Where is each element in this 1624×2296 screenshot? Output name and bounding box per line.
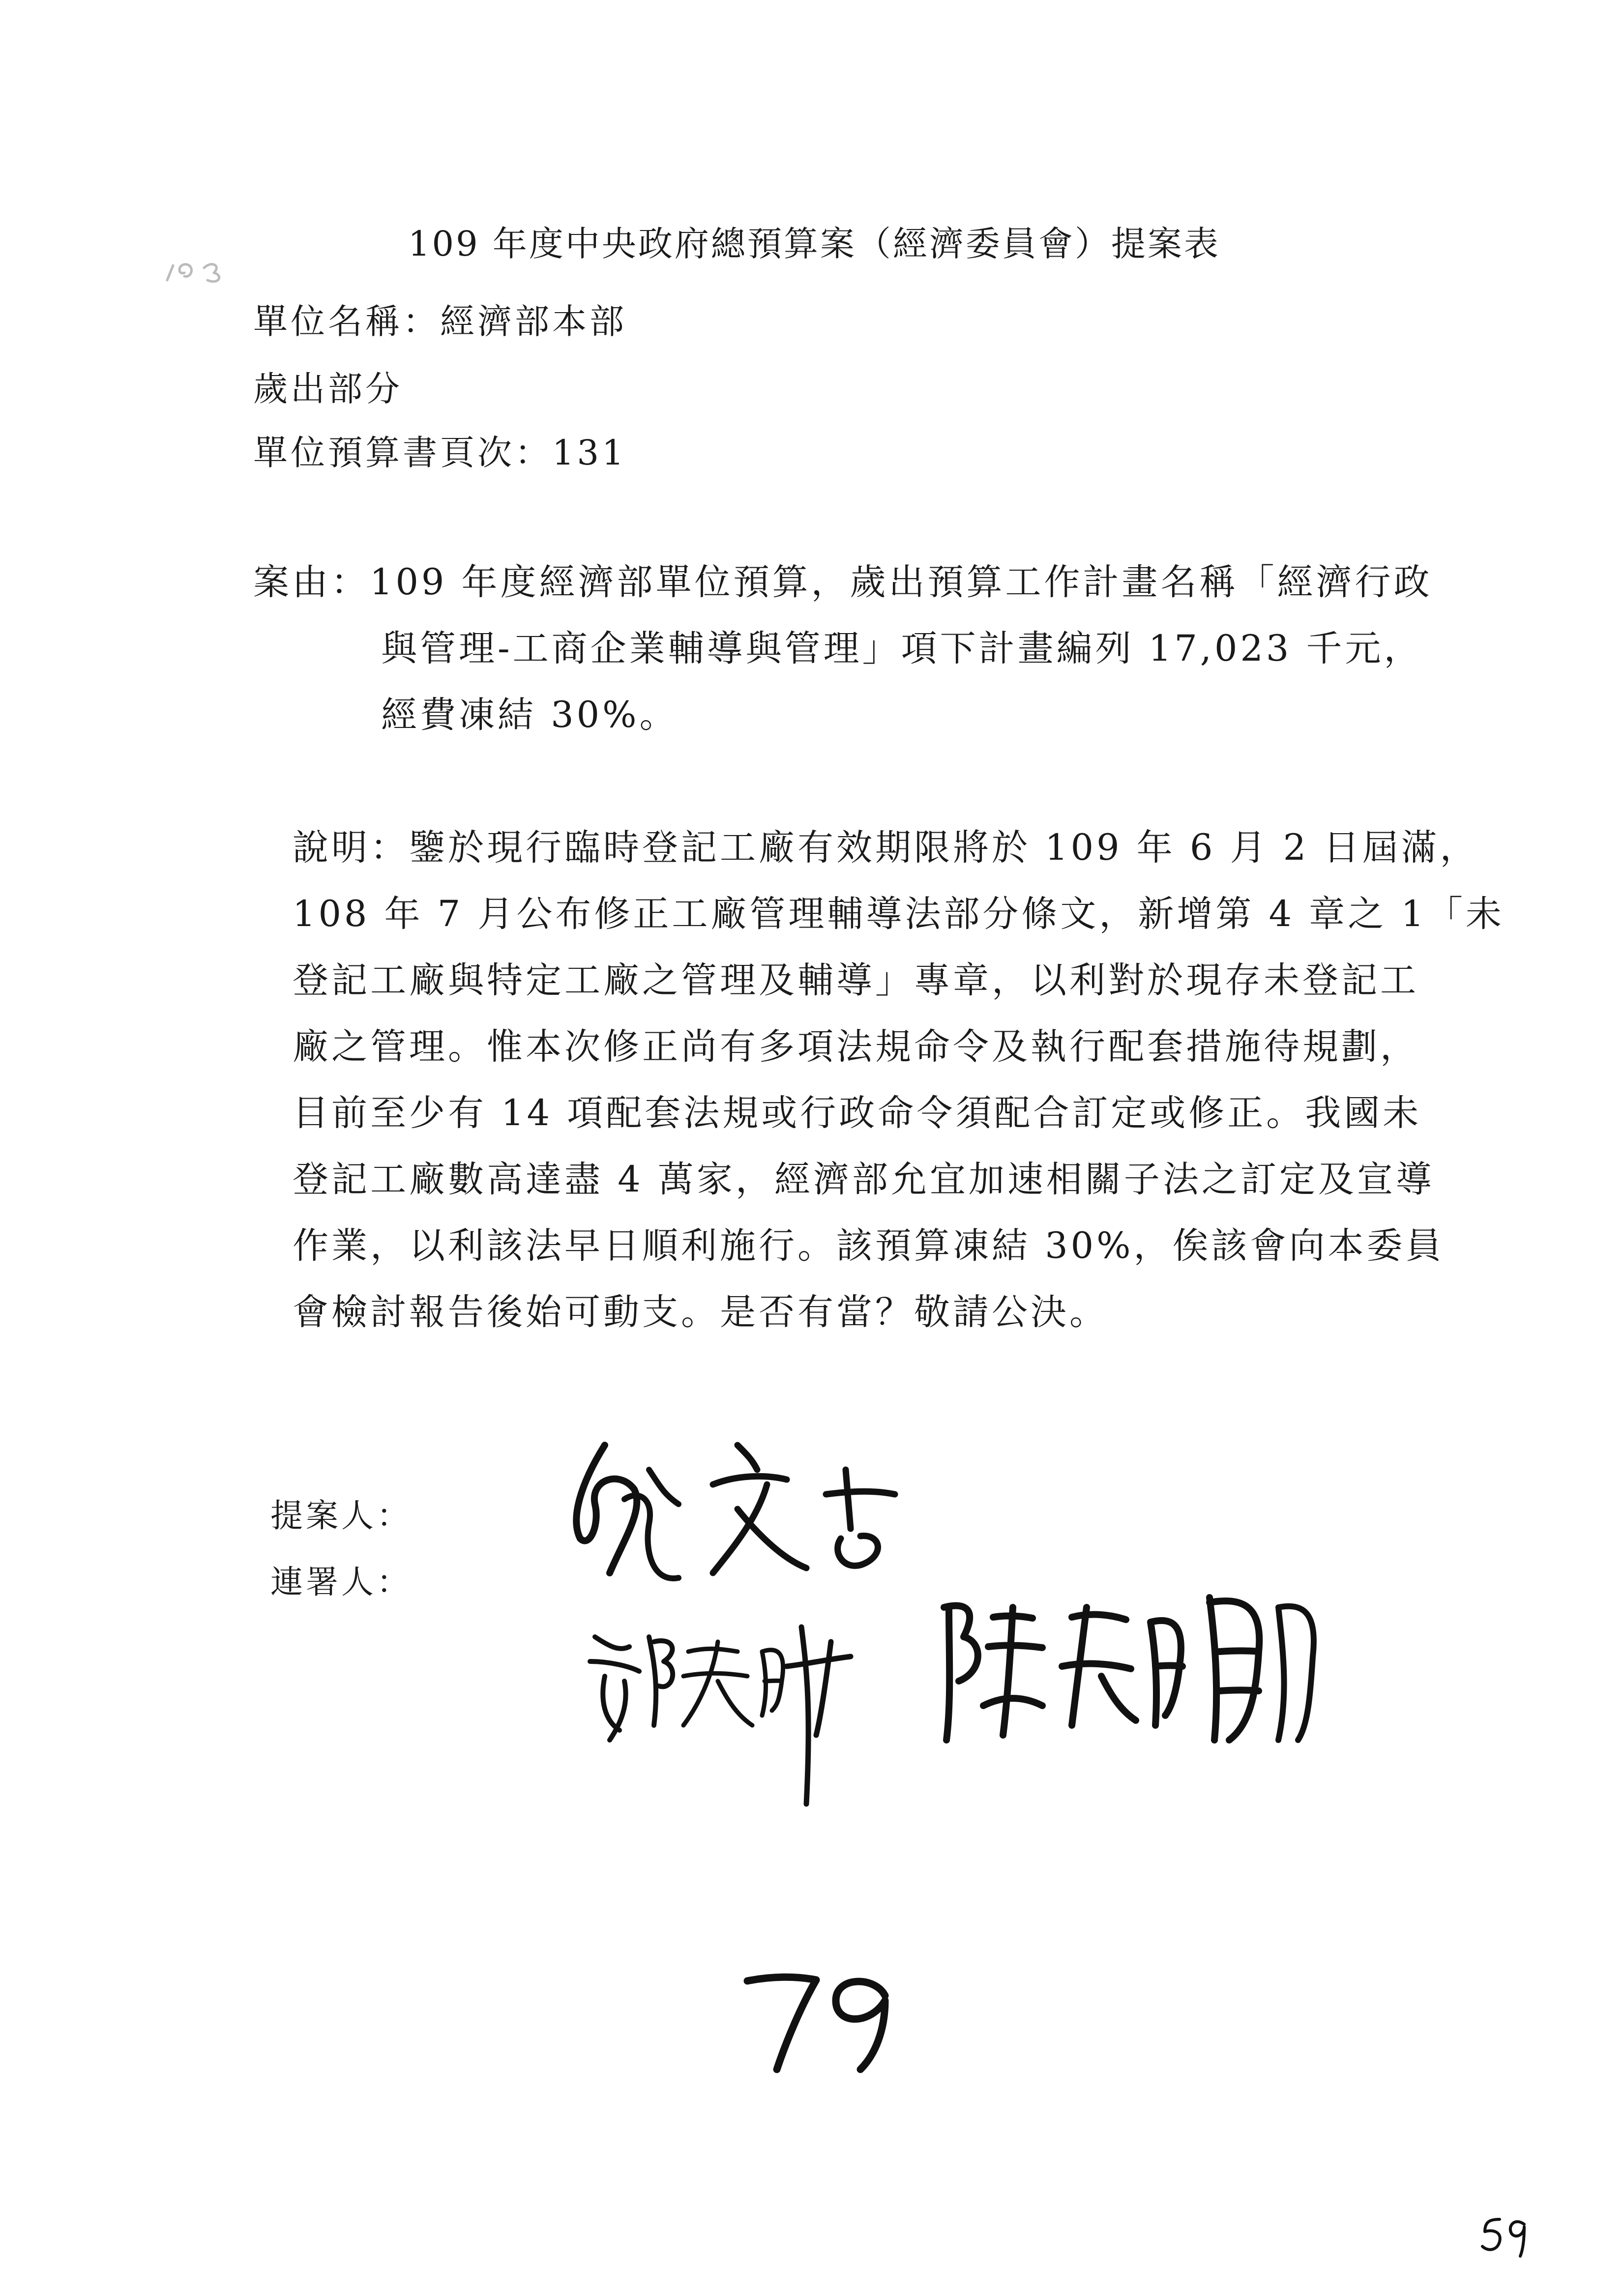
- cosigner-label: 連署人：: [270, 1563, 412, 1601]
- reason-line: 案由：109 年度經濟部單位預算，歲出預算工作計畫名稱「經濟行政: [253, 561, 1433, 603]
- cosigner-signature: [575, 1607, 870, 1814]
- proposer-label: 提案人：: [270, 1497, 412, 1535]
- explanation-line: 登記工廠與特定工廠之管理及輔導」專章，以利對於現存未登記工: [293, 959, 1419, 1001]
- explanation-line: 108 年 7 月公布修正工廠管理輔導法部分條文，新增第 4 章之 1「未: [293, 893, 1505, 935]
- explanation-line: 登記工廠數高達盡 4 萬家，經濟部允宜加速相關子法之訂定及宣導: [293, 1159, 1435, 1200]
- handwritten-footer-number: [1475, 2212, 1534, 2261]
- explanation-line: 廠之管理。惟本次修正尚有多項法規命令及執行配套措施待規劃，: [293, 1026, 1419, 1068]
- corner-handwritten-note: [162, 246, 241, 290]
- explanation-line: 目前至少有 14 項配套法規或行政命令須配合訂定或修正。我國未: [293, 1092, 1422, 1134]
- budget-page-reference: 單位預算書頁次：131: [253, 433, 627, 473]
- unit-name: 單位名稱：經濟部本部: [253, 301, 627, 342]
- reason-line: 經費凍結 30%。: [381, 694, 679, 736]
- handwritten-page-number: [738, 1966, 900, 2079]
- cosigner-signature: [924, 1578, 1332, 1784]
- explanation-line: 會檢討報告後始可動支。是否有當？敬請公決。: [293, 1291, 1108, 1333]
- reason-line: 與管理-工商企業輔導與管理」項下計畫編列 17,023 千元，: [381, 628, 1423, 669]
- expenditure-section: 歲出部分: [253, 369, 403, 409]
- explanation-line: 作業，以利該法早日順利施行。該預算凍結 30%，俟該會向本委員: [293, 1225, 1445, 1267]
- explanation-line: 說明：鑒於現行臨時登記工廠有效期限將於 109 年 6 月 2 日屆滿，: [293, 827, 1479, 869]
- proposer-signature: [551, 1425, 924, 1612]
- form-title: 109 年度中央政府總預算案（經濟委員會）提案表: [408, 224, 1220, 264]
